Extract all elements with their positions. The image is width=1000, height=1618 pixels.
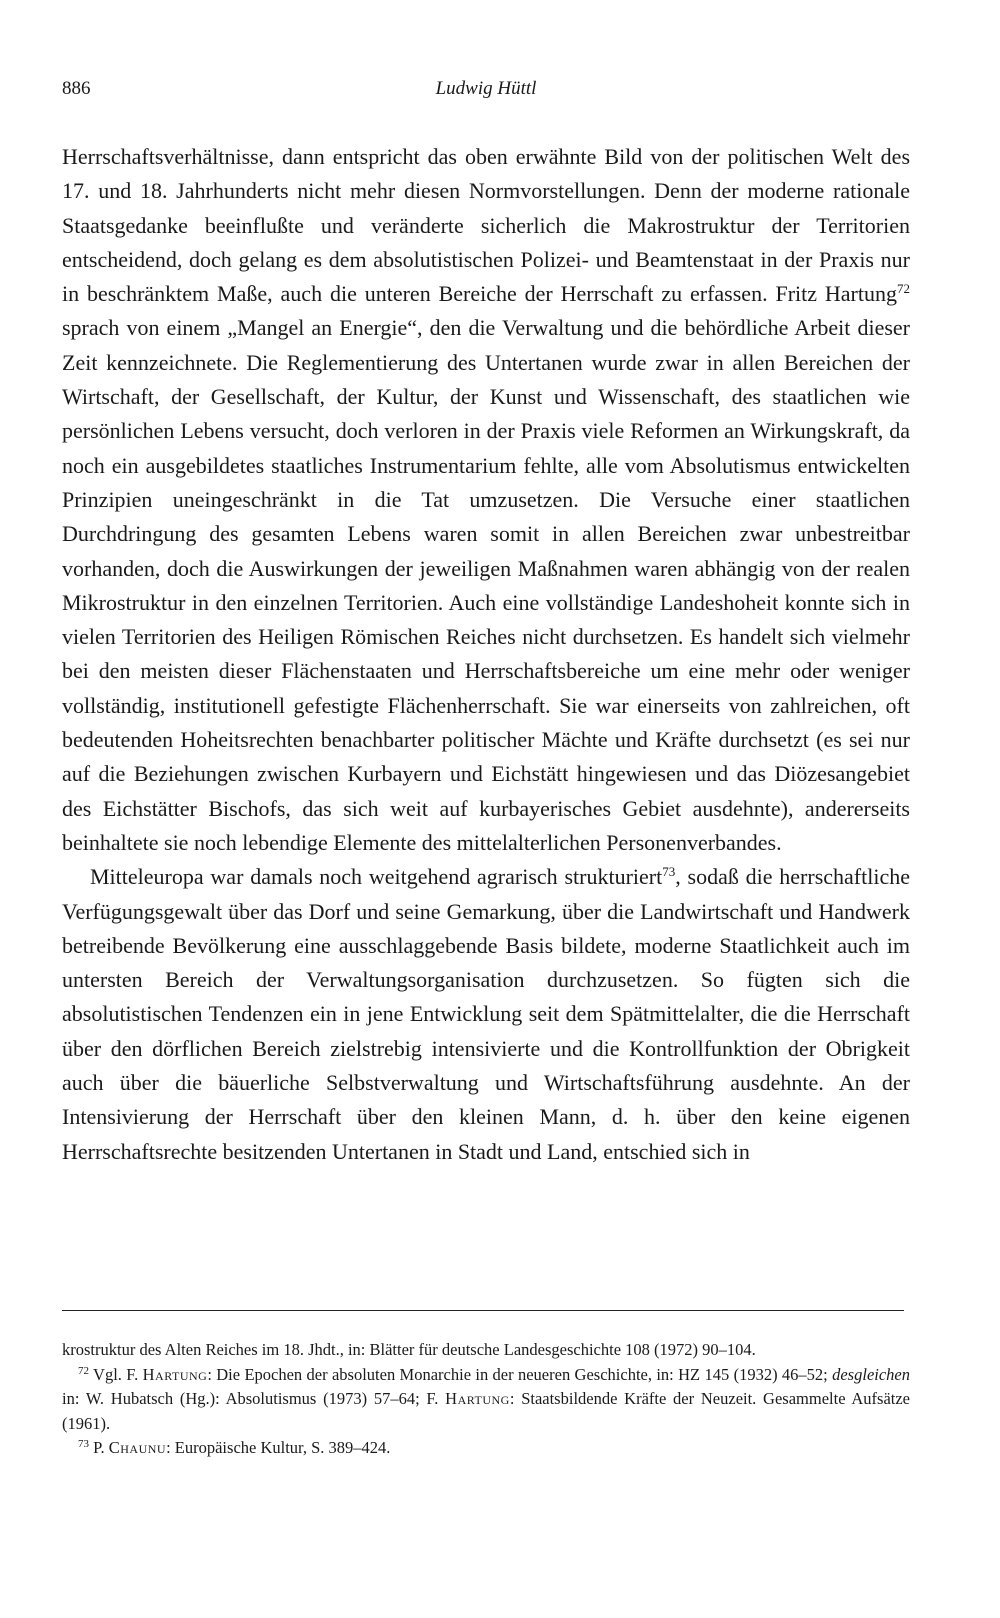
footnote-73-author: Chaunu [108,1438,167,1457]
footnote-72-number: 72 [78,1364,89,1377]
paragraph-1 [62,140,910,860]
page-number: 886 [62,78,91,99]
footnote-ref-73: 73 [662,864,676,880]
page-header [62,78,910,108]
footnotes [62,1338,910,1461]
footnote-72-author-1: Hartung [142,1364,208,1384]
footnote-continuation: krostruktur des Alten Reiches im 18. Jhdt., in: Blätter für deutsche Landesgeschichte 108 (1972) 90–104. [62,1340,756,1359]
footnote-72-italic: desgleichen [832,1364,910,1384]
paragraph-1-part-b: sprach von einem „Mangel an Energie“, den die Verwaltung und die behördliche Arbeit dieser Zeit kennzeichnete. Die Reglementierung des Untertanen wurde zwar in allen Bereichen der Wirtschaft, der Gesellschaft, der Kultur, der Kunst und Wissenschaft, des staatlichen wie persönlichen Lebens versucht, doch verloren in der Praxis viele Reformen an Wirkungskraft, da noch ein ausgebildetes staatliches Instrumentarium fehlte, alle vom Absolutismus entwickelten Prinzipien uneingeschränkt in die Tat umzusetzen. Die Versuche einer staatlichen Durchdringung des gesamten Lebens waren somit in allen Bereichen zwar unbestreitbar vorhanden, doch die Auswirkungen der jeweiligen Maßnahmen waren abhängig von der realen Mikrostruktur in den einzelnen Territorien. Auch eine vollständige Landeshoheit konnte sich in vielen Territorien des Heiligen Römischen Reiches nicht durchsetzen. Es handelt sich vielmehr bei den meisten dieser Flächenstaaten und Herrschaftsbereiche um eine mehr oder weniger vollständig, institutionell gefestigte Flächenherrschaft. Sie war einerseits von zahlreichen, oft bedeutenden Hoheitsrechten benachbarter politischer Mächte und Kräfte durchsetzt (es sei nur auf die Beziehungen zwischen Kurbayern und Eichstätt hingewiesen und das Diözesangebiet des Eichstätter Bischofs, das sich weit auf kurbayerisches Gebiet ausdehnte), andererseits beinhaltete sie noch lebendige Elemente des mittelalterlichen Personenverbandes. [62,315,910,855]
footnote-73-text-b: : Europäische Kultur, S. 389–424. [166,1438,391,1457]
main-text [62,140,910,1169]
footnote-72-author-2: Hartung [445,1389,510,1408]
footnote-divider [62,1310,904,1311]
running-head-author: Ludwig Hüttl [435,78,537,99]
footnote-73 [62,1436,910,1461]
footnote-73-number: 73 [78,1438,89,1450]
footnote-ref-72: 72 [897,281,910,297]
footnote-72 [62,1363,910,1437]
paragraph-1-part-a: Herrschaftsverhältnisse, dann entspricht das oben erwähnte Bild von der politischen Welt des 17. und 18. Jahrhunderts nicht mehr diesen Normvorstellungen. Denn der moderne rationale Staatsgedanke beeinflußte und veränderte sicherlich die Makrostruktur der Territorien entscheidend, doch gelang es dem absolutistischen Polizei- und Beamtenstaat in der Praxis nur in beschränktem Maße, auch die unteren Bereiche der Herrschaft zu erfassen. Fritz Hartung [62,144,910,307]
footnote-72-text-b: : Die Epochen der absoluten Monarchie in der neueren Geschichte, in: HZ 145 (1932) 46–52; [207,1364,833,1384]
paragraph-2-part-a: Mitteleuropa war damals noch weitgehend agrarisch strukturiert [90,864,663,890]
footnote-72-text-a: Vgl. F. [89,1364,143,1384]
footnote-72-text-c: in: W. Hubatsch (Hg.): Absolutismus (1973) 57–64; F. [62,1389,446,1408]
footnote-73-text-a: P. [89,1438,109,1457]
paragraph-2 [62,860,910,1169]
paragraph-2-part-b: , sodaß die herrschaftliche Verfügungsgewalt über das Dorf und seine Gemarkung, über die Landwirtschaft und Handwerk betreibende Bevölkerung eine ausschlaggebende Basis bildete, moderne Staatlichkeit auch im untersten Bereich der Verwaltungsorganisation durchzusetzen. So fügten sich die absolutistischen Tendenzen ein in jene Entwicklung seit dem Spätmittelalter, die die Herrschaft über den dörflichen Bereich zielstrebig intensivierte und die Kontrollfunktion der Obrigkeit auch über die bäuerliche Selbstverwaltung und Wirtschaftsführung ausdehnte. An der Intensivierung der Herrschaft über den kleinen Mann, d. h. über den keine eigenen Herrschaftsrechte besitzenden Untertanen in Stadt und Land, entschied sich in [62,864,910,1164]
footnote-72-text-d: : Staatsbildende Kräfte der Neuzeit. Gesammelte Aufsätze (1961). [62,1389,910,1433]
